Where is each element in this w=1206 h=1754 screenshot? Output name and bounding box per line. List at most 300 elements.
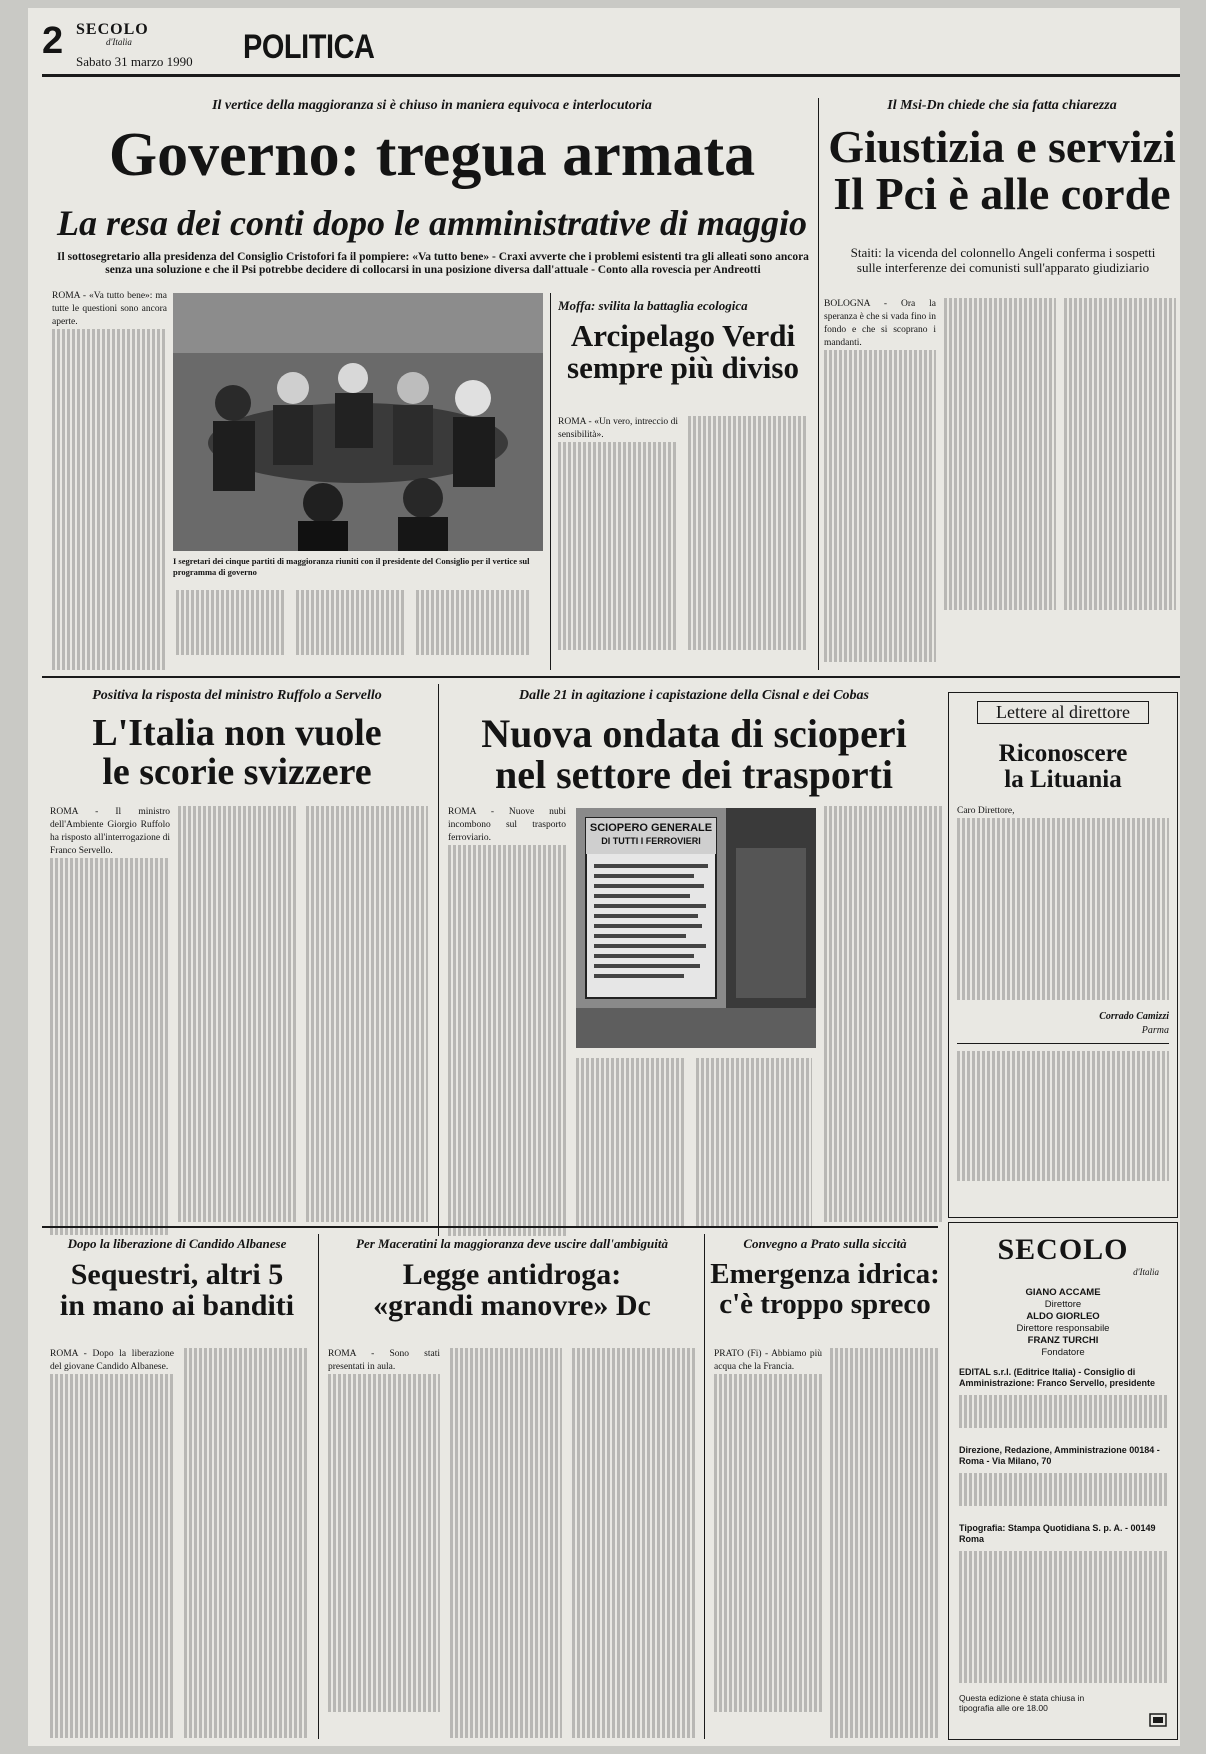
text-line xyxy=(328,1387,440,1400)
text-line xyxy=(178,1144,298,1157)
text-line xyxy=(558,585,678,598)
text-line xyxy=(688,637,808,650)
text-line xyxy=(824,1066,944,1079)
text-line xyxy=(450,1647,562,1660)
text-line xyxy=(572,1530,696,1543)
text-line xyxy=(50,1712,174,1725)
text-line xyxy=(328,1595,440,1608)
text-line xyxy=(824,610,936,623)
text-line xyxy=(957,948,1169,961)
text-line xyxy=(176,616,286,629)
text-line xyxy=(450,1400,562,1413)
text-line xyxy=(959,1628,1167,1639)
text-line xyxy=(824,936,944,949)
text-line xyxy=(830,1426,938,1439)
moffa-separator xyxy=(550,293,551,670)
text-line xyxy=(944,337,1056,350)
text-line xyxy=(957,974,1169,987)
text-line xyxy=(572,1374,696,1387)
text-line xyxy=(714,1465,822,1478)
text-line xyxy=(52,459,167,472)
text-line xyxy=(50,1530,174,1543)
text-line xyxy=(944,597,1056,610)
text-line xyxy=(296,616,406,629)
text-line xyxy=(944,532,1056,545)
text-line xyxy=(1064,480,1176,493)
text-line xyxy=(50,1543,174,1556)
text-line xyxy=(824,897,944,910)
lettere-salutation: Caro Direttore, xyxy=(957,806,1015,816)
text-line xyxy=(688,546,808,559)
page-number: 2 xyxy=(42,20,64,62)
text-line xyxy=(1064,402,1176,415)
text-line xyxy=(306,1144,428,1157)
text-line xyxy=(1064,376,1176,389)
strike-sign-line-1: SCIOPERO GENERALE xyxy=(589,822,713,834)
text-line xyxy=(572,1712,696,1725)
text-line xyxy=(714,1478,822,1491)
text-line xyxy=(572,1660,696,1673)
text-line xyxy=(1064,350,1176,363)
text-line xyxy=(959,1395,1167,1406)
text-line xyxy=(50,1027,170,1040)
text-line xyxy=(448,1118,566,1131)
text-line xyxy=(306,1118,428,1131)
text-line xyxy=(306,949,428,962)
text-line xyxy=(824,506,936,519)
scioperi-column-3 xyxy=(696,1058,812,1236)
text-line xyxy=(450,1608,562,1621)
text-line xyxy=(448,975,566,988)
text-line xyxy=(448,1040,566,1053)
text-line xyxy=(830,1595,938,1608)
text-line xyxy=(50,1426,174,1439)
text-line xyxy=(50,1699,174,1712)
text-line xyxy=(714,1452,822,1465)
text-line xyxy=(178,1079,298,1092)
scioperi-title xyxy=(444,711,944,797)
text-line xyxy=(957,1142,1169,1155)
text-line xyxy=(572,1361,696,1374)
text-line xyxy=(957,1090,1169,1103)
text-line xyxy=(306,1196,428,1209)
header-logo-sub: d'Italia xyxy=(106,37,132,47)
text-line xyxy=(50,1504,174,1517)
text-line xyxy=(824,519,936,532)
text-line xyxy=(824,910,944,923)
text-line xyxy=(944,454,1056,467)
strike-sign-line-2: DI TUTTI I FERROVIERI xyxy=(601,836,701,846)
text-line xyxy=(328,1647,440,1660)
text-line xyxy=(306,988,428,1001)
text-line xyxy=(52,537,167,550)
sequestri-column-2 xyxy=(184,1348,308,1740)
text-line xyxy=(50,1105,170,1118)
text-line xyxy=(306,858,428,871)
text-line xyxy=(572,1543,696,1556)
text-line xyxy=(184,1439,308,1452)
msi-column-1 xyxy=(824,298,936,670)
text-line xyxy=(306,962,428,975)
text-line xyxy=(714,1374,822,1387)
lead-subtitle: La resa dei conti dopo le amministrative di maggio xyxy=(57,203,807,243)
text-line xyxy=(50,1144,170,1157)
text-line xyxy=(184,1413,308,1426)
text-line xyxy=(957,1051,1169,1064)
text-line xyxy=(450,1361,562,1374)
text-line xyxy=(572,1621,696,1634)
text-line xyxy=(696,1058,812,1071)
text-line xyxy=(576,1110,686,1123)
text-line xyxy=(306,923,428,936)
text-line xyxy=(1064,532,1176,545)
text-line xyxy=(328,1491,440,1504)
text-line xyxy=(328,1569,440,1582)
text-line xyxy=(306,1209,428,1222)
text-line xyxy=(52,563,167,576)
text-line xyxy=(558,572,678,585)
text-line xyxy=(688,481,808,494)
idrica-column-2 xyxy=(830,1348,938,1740)
text-line xyxy=(830,1660,938,1673)
text-line xyxy=(178,988,298,1001)
masthead-person-role: Direttore xyxy=(1044,1299,1082,1310)
antidroga-column-1 xyxy=(328,1348,440,1740)
text-line xyxy=(296,590,406,603)
text-line xyxy=(184,1387,308,1400)
text-line xyxy=(959,1595,1167,1606)
text-line xyxy=(50,1183,170,1196)
text-line xyxy=(450,1504,562,1517)
text-line xyxy=(944,363,1056,376)
text-line xyxy=(52,615,167,628)
text-line xyxy=(696,1084,812,1097)
antidroga-separator xyxy=(318,1234,319,1739)
text-line xyxy=(450,1543,562,1556)
union-label-icon xyxy=(1149,1713,1167,1727)
text-line xyxy=(184,1556,308,1569)
text-line xyxy=(184,1478,308,1491)
text-line xyxy=(558,442,678,455)
text-line xyxy=(450,1595,562,1608)
text-line xyxy=(178,910,298,923)
text-line xyxy=(957,1168,1169,1181)
text-line xyxy=(416,590,531,603)
masthead-details-3 xyxy=(959,1551,1167,1683)
text-line xyxy=(178,975,298,988)
text-line xyxy=(306,1105,428,1118)
text-line xyxy=(824,884,944,897)
text-line xyxy=(714,1439,822,1452)
text-line xyxy=(306,1001,428,1014)
scioperi-column-1 xyxy=(448,806,566,1236)
text-line xyxy=(824,1144,944,1157)
text-line xyxy=(944,493,1056,506)
text-line xyxy=(944,480,1056,493)
text-line xyxy=(830,1530,938,1543)
text-line xyxy=(830,1413,938,1426)
text-line xyxy=(572,1686,696,1699)
text-line xyxy=(178,832,298,845)
scorie-kicker: Positiva la risposta del ministro Ruffolo a Servello xyxy=(92,688,382,703)
text-line xyxy=(50,923,170,936)
text-line xyxy=(178,1053,298,1066)
text-line xyxy=(306,1053,428,1066)
text-line xyxy=(572,1387,696,1400)
text-line xyxy=(184,1647,308,1660)
text-line xyxy=(1064,311,1176,324)
text-line xyxy=(328,1582,440,1595)
text-line xyxy=(50,1079,170,1092)
text-line xyxy=(824,1105,944,1118)
text-line xyxy=(824,975,944,988)
text-line xyxy=(824,871,944,884)
text-line xyxy=(448,1196,566,1209)
text-line xyxy=(824,532,936,545)
lettere-reply-rule xyxy=(957,1043,1169,1044)
text-line xyxy=(176,629,286,642)
text-line xyxy=(328,1530,440,1543)
scorie-title xyxy=(42,714,432,792)
text-line xyxy=(450,1699,562,1712)
scorie-column-1 xyxy=(50,806,170,1238)
text-line xyxy=(830,1504,938,1517)
text-line xyxy=(959,1617,1167,1628)
text-line xyxy=(558,455,678,468)
text-line xyxy=(448,1144,566,1157)
text-line xyxy=(1064,584,1176,597)
text-line xyxy=(688,624,808,637)
text-line xyxy=(824,1001,944,1014)
text-line xyxy=(50,910,170,923)
text-line xyxy=(688,585,808,598)
text-line xyxy=(696,1162,812,1175)
lettere-header xyxy=(977,701,1149,724)
text-line xyxy=(957,896,1169,909)
text-line xyxy=(450,1426,562,1439)
text-line xyxy=(184,1400,308,1413)
text-line xyxy=(572,1725,696,1738)
scorie-column-3 xyxy=(306,806,428,1238)
text-line xyxy=(448,858,566,871)
text-line xyxy=(688,520,808,533)
text-line xyxy=(688,507,808,520)
idrica-title-line-1: Emergenza idrica: xyxy=(710,1258,940,1290)
msi-title xyxy=(824,121,1180,219)
text-line xyxy=(50,1222,170,1235)
antidroga-body-start: ROMA - Sono stati presentati in aula. xyxy=(328,1349,440,1372)
text-line xyxy=(830,1608,938,1621)
text-line xyxy=(50,1413,174,1426)
text-line xyxy=(50,1465,174,1478)
text-line xyxy=(696,1097,812,1110)
text-line xyxy=(52,368,167,381)
text-line xyxy=(1064,428,1176,441)
text-line xyxy=(714,1556,822,1569)
text-line xyxy=(714,1595,822,1608)
text-line xyxy=(944,415,1056,428)
text-line xyxy=(824,806,944,819)
text-line xyxy=(184,1634,308,1647)
text-line xyxy=(830,1374,938,1387)
text-line xyxy=(306,806,428,819)
text-line xyxy=(824,363,936,376)
text-line xyxy=(50,988,170,1001)
sequestri-title-line-2: in mano ai banditi xyxy=(59,1288,295,1322)
text-line xyxy=(824,480,936,493)
moffa-column-1 xyxy=(558,416,678,670)
lettere-body xyxy=(957,805,1169,1005)
idrica-title-line-2: c'è troppo spreco xyxy=(719,1287,931,1320)
text-line xyxy=(178,1105,298,1118)
text-line xyxy=(944,324,1056,337)
text-line xyxy=(178,923,298,936)
text-line xyxy=(688,494,808,507)
section-title: POLITICA xyxy=(243,28,375,66)
text-line xyxy=(576,1123,686,1136)
idrica-kicker: Convegno a Prato sulla siccità xyxy=(743,1236,907,1251)
text-line xyxy=(178,845,298,858)
text-line xyxy=(957,883,1169,896)
lead-kicker: Il vertice della maggioranza si è chiuso in maniera equivoca e interlocutoria xyxy=(212,98,652,113)
text-line xyxy=(184,1504,308,1517)
msi-column-3 xyxy=(1064,298,1176,670)
text-line xyxy=(959,1417,1167,1428)
text-line xyxy=(50,1647,174,1660)
text-line xyxy=(184,1686,308,1699)
masthead-footer: Questa edizione è stata chiusa in tipografia alle ore 18.00 xyxy=(959,1693,1085,1713)
text-line xyxy=(830,1569,938,1582)
text-line xyxy=(1064,597,1176,610)
text-line xyxy=(959,1606,1167,1617)
text-line xyxy=(830,1686,938,1699)
text-line xyxy=(696,1149,812,1162)
text-line xyxy=(572,1699,696,1712)
text-line xyxy=(50,1014,170,1027)
text-line xyxy=(448,1053,566,1066)
text-line xyxy=(178,806,298,819)
msi-body-start: BOLOGNA - Ora la speranza è che si vada fino in fondo e che si scoprano i mandanti. xyxy=(824,299,936,348)
text-line xyxy=(696,1201,812,1214)
text-line xyxy=(576,1071,686,1084)
text-line xyxy=(178,1118,298,1131)
masthead-person-name: GIANO ACCAME xyxy=(1025,1287,1101,1298)
text-line xyxy=(957,935,1169,948)
lead-photo xyxy=(173,293,543,551)
text-line xyxy=(824,923,944,936)
text-line xyxy=(416,642,531,655)
text-line xyxy=(52,355,167,368)
text-line xyxy=(178,1040,298,1053)
lettere-reply xyxy=(957,1051,1169,1201)
text-line xyxy=(52,498,167,511)
text-line xyxy=(448,1066,566,1079)
text-line xyxy=(830,1543,938,1556)
text-line xyxy=(944,467,1056,480)
text-line xyxy=(306,1131,428,1144)
text-line xyxy=(558,598,678,611)
text-line xyxy=(824,1209,944,1222)
text-line xyxy=(52,602,167,615)
text-line xyxy=(824,376,936,389)
text-line xyxy=(50,1452,174,1465)
text-line xyxy=(558,637,678,650)
text-line xyxy=(944,311,1056,324)
text-line xyxy=(830,1556,938,1569)
masthead-person-role: Direttore responsabile xyxy=(1016,1323,1110,1334)
header-logo-main: SECOLO xyxy=(76,21,149,38)
masthead-people xyxy=(949,1287,1177,1359)
lead-photo-caption: I segretari dei cinque partiti di maggioranza riuniti con il presidente del Consiglio per il vertice sul programma di governo xyxy=(173,556,530,577)
text-line xyxy=(50,1595,174,1608)
text-line xyxy=(830,1673,938,1686)
text-line xyxy=(959,1495,1167,1506)
text-line xyxy=(824,454,936,467)
text-line xyxy=(448,1157,566,1170)
text-line xyxy=(178,1092,298,1105)
text-line xyxy=(572,1569,696,1582)
text-line xyxy=(450,1478,562,1491)
header-date: Sabato 31 marzo 1990 xyxy=(76,54,193,69)
text-line xyxy=(178,1027,298,1040)
text-line xyxy=(572,1478,696,1491)
text-line xyxy=(184,1374,308,1387)
text-line xyxy=(714,1686,822,1699)
text-line xyxy=(50,1387,174,1400)
text-line xyxy=(306,936,428,949)
text-line xyxy=(1064,519,1176,532)
text-line xyxy=(448,1209,566,1222)
masthead-logo-sub: d'Italia xyxy=(1133,1267,1159,1277)
text-line xyxy=(178,962,298,975)
text-line xyxy=(957,1103,1169,1116)
text-line xyxy=(52,641,167,654)
text-line xyxy=(50,1608,174,1621)
text-line xyxy=(50,975,170,988)
text-line xyxy=(328,1673,440,1686)
text-line xyxy=(944,402,1056,415)
text-line xyxy=(328,1413,440,1426)
text-line xyxy=(824,1079,944,1092)
text-line xyxy=(572,1556,696,1569)
text-line xyxy=(696,1175,812,1188)
text-line xyxy=(714,1517,822,1530)
text-line xyxy=(830,1582,938,1595)
text-line xyxy=(576,1058,686,1071)
text-line xyxy=(824,1053,944,1066)
scioperi-column-2 xyxy=(576,1058,686,1236)
text-line xyxy=(576,1175,686,1188)
lettere-box-title: Lettere al direttore xyxy=(996,702,1130,722)
text-line xyxy=(714,1699,822,1712)
text-line xyxy=(450,1387,562,1400)
text-line xyxy=(416,616,531,629)
text-line xyxy=(824,558,936,571)
text-line xyxy=(558,533,678,546)
text-line xyxy=(696,1123,812,1136)
lettere-title-line-1: Riconoscere xyxy=(998,740,1128,767)
text-line xyxy=(50,1157,170,1170)
text-line xyxy=(824,832,944,845)
masthead-person-name: ALDO GIORLEO xyxy=(1026,1311,1100,1322)
text-line xyxy=(830,1634,938,1647)
text-line xyxy=(50,1374,174,1387)
text-line xyxy=(957,961,1169,974)
text-line xyxy=(959,1573,1167,1584)
masthead-address: Direzione, Redazione, Amministrazione 00184 - Roma - Via Milano, 70 xyxy=(959,1445,1160,1466)
text-line xyxy=(957,844,1169,857)
lead-body-start: ROMA - «Va tutto bene»: ma tutte le questioni sono ancora aperte. xyxy=(52,291,167,327)
